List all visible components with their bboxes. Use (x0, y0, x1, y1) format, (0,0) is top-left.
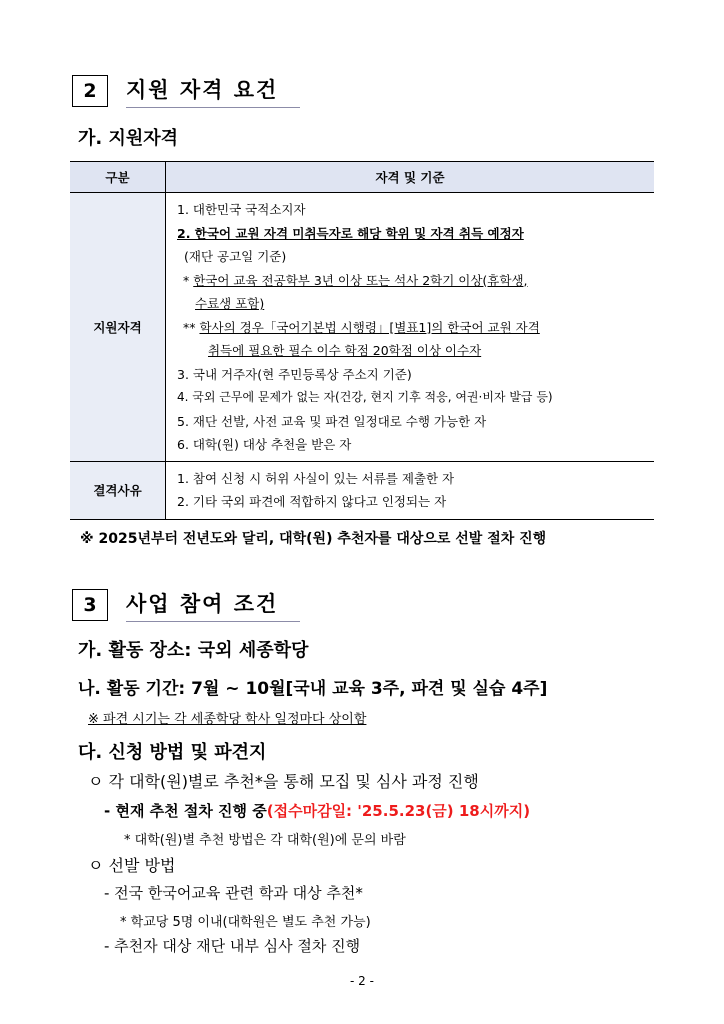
deadline-text: (접수마감일: '25.5.23(금) 18시까지) (266, 802, 531, 820)
criteria-line (166, 316, 654, 340)
disqualification-criteria (166, 461, 655, 519)
per-school-note: * 학교당 5명 이내(대학원은 별도 추천 가능) (120, 915, 371, 930)
section-3-number: 3 (72, 589, 108, 621)
criteria-text: 학사의 경우「국어기본법 시행령」[별표1]의 한국어 교원 자격 (199, 319, 540, 335)
criteria-text: 한국어 교육 전공학부 3년 이상 또는 석사 2학기 이상(휴학생, (193, 272, 528, 288)
criteria-line: 5. 재단 선발, 사전 교육 및 파견 일정대로 수행 가능한 자 (177, 413, 487, 429)
section-2-title: 지원 자격 요건 (126, 74, 300, 108)
criteria-line: 2. 기타 국외 파견에 적합하지 않다고 인정되는 자 (177, 494, 447, 509)
criteria-line: 취득에 필요한 필수 이수 학점 20학점 이상 이수자 (208, 343, 482, 358)
table-row-eligibility (70, 193, 654, 462)
row-label-eligibility: 지원자격 (70, 193, 166, 462)
recommendation-status-text: - 현재 추천 절차 진행 중 (104, 802, 267, 820)
section-2-heading (72, 74, 300, 108)
criteria-line: 6. 대학(원) 대상 추천을 받은 자 (177, 437, 352, 452)
row-label-disqualification: 결격사유 (70, 461, 166, 519)
section-3-heading (72, 588, 300, 622)
page-number: - 2 - (350, 974, 374, 988)
inquiry-note: * 대학(원)별 추천 방법은 각 대학(원)에 문의 바람 (124, 833, 406, 848)
recruitment-bullet: ㅇ 각 대학(원)별로 추천*을 통해 모집 및 심사 과정 진행 (88, 772, 479, 791)
asterisk-mark: * (183, 272, 194, 288)
selection-note: ※ 2025년부터 전년도와 달리, 대학(원) 추천자를 대상으로 선발 절차 진행 (80, 531, 547, 547)
selection-method-bullet: ㅇ 선발 방법 (88, 856, 176, 875)
selection-method-item: - 전국 한국어교육 관련 학과 대상 추천* (104, 884, 363, 902)
criteria-line: (재단 공고일 기준) (184, 249, 287, 264)
criteria-line: 수료생 포함) (195, 296, 265, 311)
section-3-title: 사업 참여 조건 (126, 588, 300, 622)
criteria-line: 3. 국내 거주자(현 주민등록상 주소지 기준) (177, 366, 412, 382)
header-criteria: 자격 및 기준 (166, 162, 655, 193)
criteria-line: 1. 대한민국 국적소지자 (177, 202, 306, 217)
subheading-3c: 다. 신청 방법 및 파견지 (78, 742, 267, 763)
criteria-line (166, 269, 654, 293)
subheading-3a: 가. 활동 장소: 국외 세종학당 (78, 640, 309, 661)
table-row-disqualification (70, 461, 654, 519)
dispatch-period-note: ※ 파견 시기는 각 세종학당 학사 일정마다 상이함 (88, 712, 367, 727)
table-header-row (70, 162, 654, 193)
requirements-table (70, 161, 654, 520)
asterisk-mark: ** (183, 319, 200, 335)
subheading-2a: 가. 지원자격 (78, 128, 179, 149)
selection-method-item: - 추천자 대상 재단 내부 심사 절차 진행 (104, 937, 361, 955)
header-category: 구분 (70, 162, 166, 193)
recommendation-status (104, 800, 530, 821)
criteria-line: 1. 참여 신청 시 허위 사실이 있는 서류를 제출한 자 (177, 470, 455, 486)
criteria-line: 2. 한국어 교원 자격 미취득자로 해당 학위 및 자격 취득 예정자 (177, 225, 524, 241)
section-2-number: 2 (72, 75, 108, 107)
subheading-3b: 나. 활동 기간: 7월 ~ 10월[국내 교육 3주, 파견 및 실습 4주] (78, 679, 548, 699)
criteria-line: 4. 국외 근무에 문제가 없는 자(건강, 현지 기후 적응, 여권·비자 발급 등) (177, 390, 553, 404)
eligibility-criteria (166, 193, 655, 462)
